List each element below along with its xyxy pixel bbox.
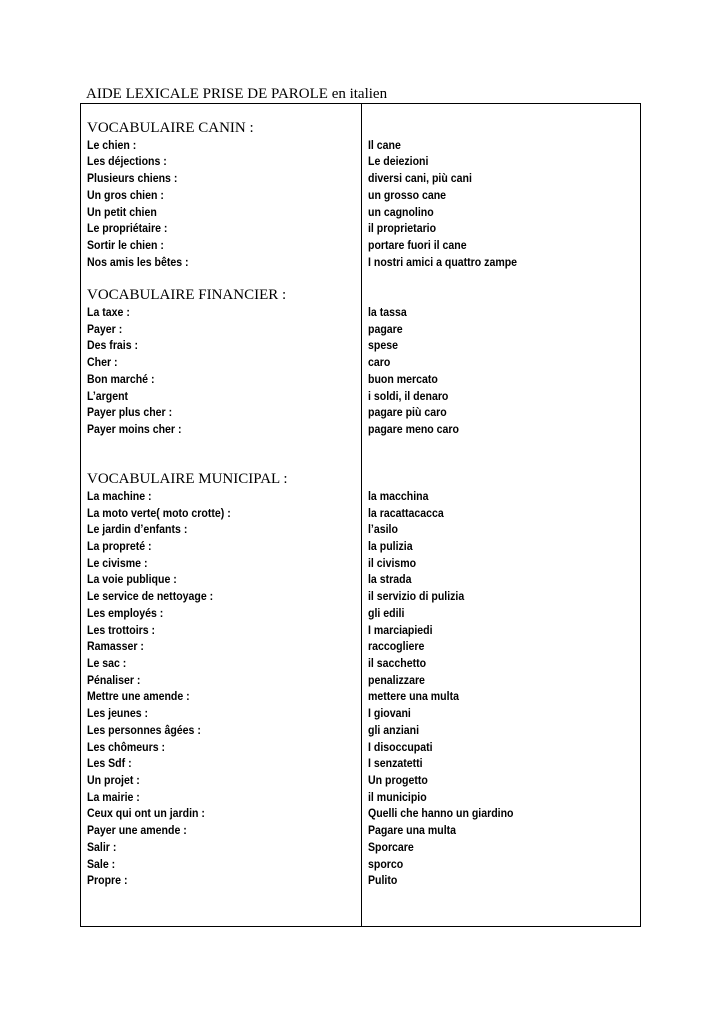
italian-term: la strada — [368, 572, 412, 587]
row-spacer — [368, 270, 638, 287]
row-spacer — [368, 287, 638, 304]
italian-term: I disoccupati — [368, 739, 433, 754]
french-term: Ceux qui ont un jardin : — [87, 806, 205, 821]
italian-term: Pulito — [368, 873, 398, 888]
french-term: La mairie : — [87, 789, 140, 804]
row-spacer — [368, 120, 638, 137]
italian-term: la tassa — [368, 304, 407, 319]
french-term: Plusieurs chiens : — [87, 171, 178, 186]
french-column — [87, 120, 357, 889]
french-term: Le sac : — [87, 656, 127, 670]
italian-term: diversi cani, più cani — [368, 171, 472, 186]
french-term: Salir : — [87, 839, 117, 854]
italian-term: I senzatetti — [368, 756, 423, 771]
vocabulary-table — [80, 103, 641, 927]
row-spacer — [87, 270, 357, 287]
french-term: Cher : — [87, 355, 118, 370]
italian-term: portare fuori il cane — [368, 238, 467, 253]
french-term: Sortir le chien : — [87, 238, 164, 253]
french-term: La voie publique : — [87, 572, 177, 587]
italian-term: il servizio di pulizia — [368, 589, 465, 604]
italian-term: Il cane — [368, 137, 401, 152]
french-term: Payer moins cher : — [87, 421, 182, 436]
french-term: Le civisme : — [87, 555, 148, 570]
french-term: Les personnes âgées : — [87, 722, 201, 737]
italian-term: buon mercato — [368, 371, 438, 386]
italian-term: il civismo — [368, 555, 417, 570]
row-spacer — [368, 471, 638, 488]
italian-term: gli edili — [368, 605, 405, 620]
italian-term: pagare più caro — [368, 405, 447, 420]
row-spacer — [368, 438, 638, 455]
italian-term: pagare meno caro — [368, 421, 459, 436]
italian-term: sporco — [368, 856, 404, 871]
italian-term: I giovani — [368, 706, 411, 721]
french-term: La taxe : — [87, 304, 130, 319]
italian-term: un grosso cane — [368, 187, 447, 202]
row-spacer — [368, 454, 638, 471]
french-term: Un projet : — [87, 773, 140, 788]
french-term: La propreté : — [87, 538, 152, 553]
italian-term: i soldi, il denaro — [368, 388, 449, 403]
french-term: Propre : — [87, 873, 128, 888]
french-term: Nos amis les bêtes : — [87, 254, 189, 269]
french-term: Des frais : — [87, 338, 139, 353]
italian-column — [368, 120, 638, 889]
italian-term: il sacchetto — [368, 656, 427, 670]
italian-term: la pulizia — [368, 538, 413, 553]
french-term: Ramasser : — [87, 639, 144, 654]
section-heading: VOCABULAIRE CANIN : — [87, 120, 254, 136]
italian-term: mettere una multa — [368, 689, 459, 704]
italian-term: I nostri amici a quattro zampe — [368, 254, 518, 269]
french-term: Payer : — [87, 321, 123, 336]
french-term: L’argent — [87, 388, 129, 403]
italian-term: Le deiezioni — [368, 154, 429, 169]
document-title: AIDE LEXICALE PRISE DE PAROLE en italien — [86, 86, 388, 102]
column-divider — [361, 104, 362, 926]
italian-term: il proprietario — [368, 221, 437, 236]
italian-term: I marciapiedi — [368, 622, 433, 637]
italian-term: l’asilo — [368, 522, 398, 537]
italian-term: pagare — [368, 321, 403, 336]
french-term: Mettre une amende : — [87, 689, 190, 704]
italian-term: penalizzare — [368, 672, 425, 687]
french-term: Les trottoirs : — [87, 622, 156, 637]
french-term: Payer plus cher : — [87, 405, 173, 420]
section-heading: VOCABULAIRE MUNICIPAL : — [87, 471, 288, 488]
french-term: Pénaliser : — [87, 672, 141, 687]
french-term: Sale : — [87, 856, 116, 871]
french-term: La moto verte( moto crotte) : — [87, 505, 231, 520]
french-term: Payer une amende : — [87, 823, 187, 838]
french-term: Le propriétaire : — [87, 221, 168, 236]
row-spacer — [87, 454, 357, 471]
italian-term: gli anziani — [368, 722, 420, 737]
french-term: Bon marché : — [87, 371, 155, 386]
french-term: Les employés : — [87, 605, 164, 620]
italian-term: un cagnolino — [368, 204, 434, 219]
row-spacer — [87, 438, 357, 455]
french-term: Les jeunes : — [87, 706, 149, 721]
french-term: Les Sdf : — [87, 756, 132, 771]
italian-term: il municipio — [368, 789, 427, 804]
french-term: Le jardin d’enfants : — [87, 522, 188, 537]
italian-term: Quelli che hanno un giardino — [368, 806, 514, 821]
italian-term: la macchina — [368, 488, 429, 503]
italian-term: Pagare una multa — [368, 823, 457, 838]
french-term: Les chômeurs : — [87, 739, 166, 754]
italian-term: la racattacacca — [368, 505, 444, 520]
french-term: Le chien : — [87, 137, 137, 152]
italian-term: Un progetto — [368, 773, 428, 788]
french-term: Le service de nettoyage : — [87, 589, 214, 604]
french-term: Un gros chien : — [87, 187, 164, 202]
french-term: Les déjections : — [87, 154, 167, 169]
section-heading: VOCABULAIRE FINANCIER : — [87, 287, 287, 304]
french-term: Un petit chien — [87, 204, 157, 219]
italian-term: raccogliere — [368, 639, 425, 654]
french-term: La machine : — [87, 488, 152, 503]
italian-term: caro — [368, 355, 391, 370]
italian-term: Sporcare — [368, 839, 414, 854]
italian-term: spese — [368, 338, 398, 353]
